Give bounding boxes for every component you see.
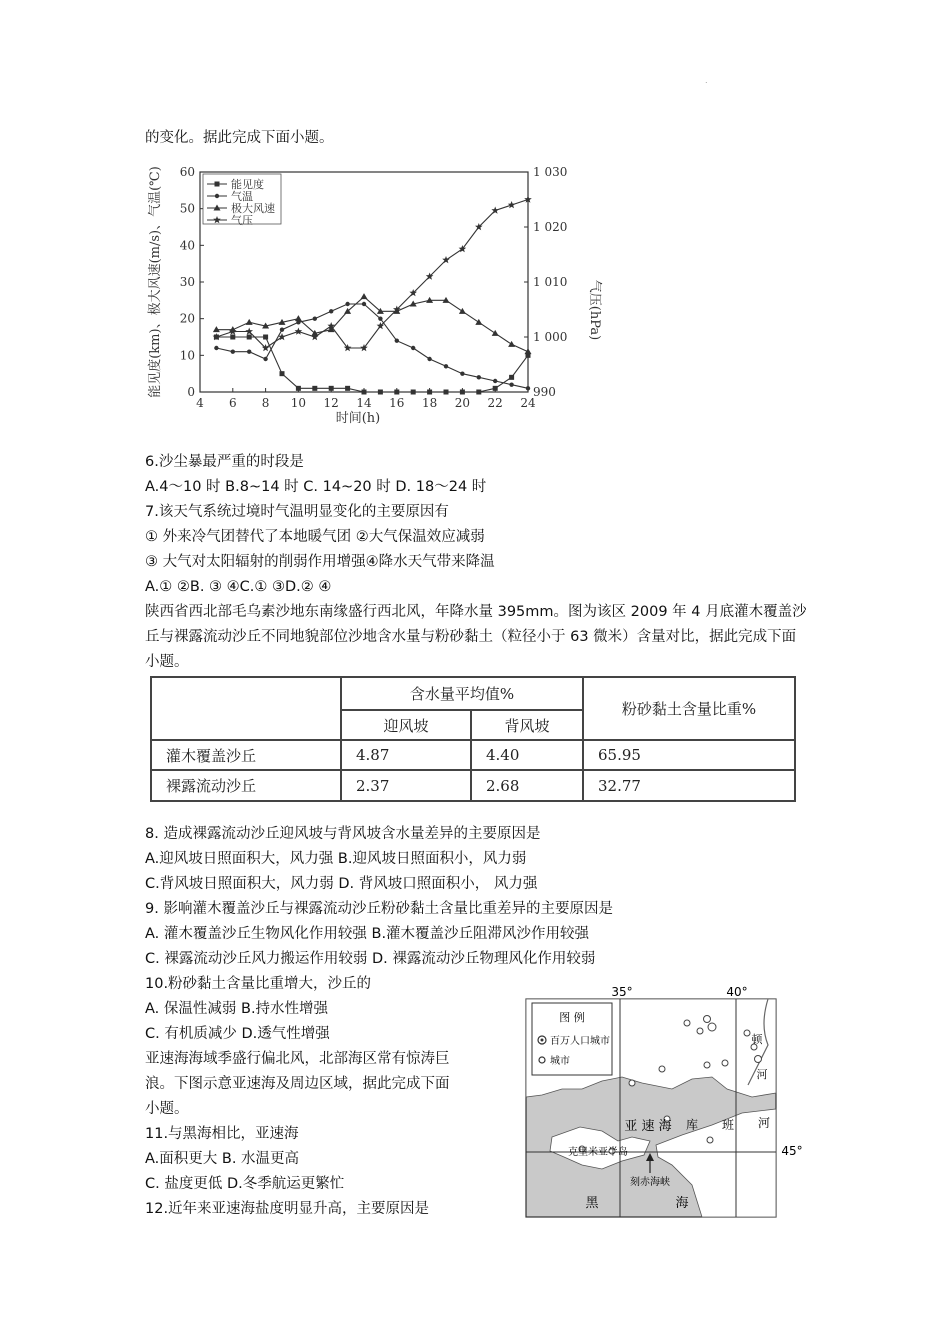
series-2-point [526, 386, 530, 390]
left-tick-label: 60 [179, 165, 195, 179]
kuban-char1: 库 [685, 1118, 699, 1132]
series-2-point [477, 375, 481, 379]
right-tick-label: 1 030 [533, 165, 568, 179]
lon-40-label: 40° [726, 985, 748, 999]
q6-options: A.4～10 时 B.8~14 时 C. 14~20 时 D. 18～24 时 [145, 479, 487, 495]
series-2-point [345, 302, 349, 306]
black-sea-char1: 黑 [585, 1196, 599, 1211]
series-2-point [444, 364, 448, 368]
th-moisture-group: 含水量平均值% [341, 677, 583, 710]
series-2-point [214, 346, 218, 350]
x-tick-label: 16 [389, 396, 405, 410]
x-tick-label: 8 [261, 396, 270, 410]
series-2-point [329, 309, 333, 313]
q10-opt-cd: C. 有机质减少 D.透气性增强 [145, 1026, 330, 1042]
series-2-point [378, 316, 382, 320]
series-4-point [295, 328, 303, 335]
q8-opt-ab: A.迎风坡日照面积大，风力强 B.迎风坡日照面积小，风力弱 [145, 851, 527, 867]
legend-marker [215, 194, 219, 198]
right-axis-label: 气压(hPa) [587, 279, 602, 341]
legend-label: 能见度 [231, 178, 264, 191]
series-1-point [329, 386, 334, 391]
right-tick-label: 990 [533, 385, 556, 399]
x-tick-label: 20 [454, 396, 471, 410]
cell-leeward: 4.40 [471, 740, 583, 770]
series-1-point [247, 335, 252, 340]
series-group [213, 196, 532, 395]
q7-item2: ③ 大气对太阳辐射的削弱作用增强④降水天气带来降温 [145, 554, 495, 570]
crimea-label: 克里米亚半岛 [568, 1147, 628, 1158]
intro-line: 的变化。据此完成下面小题。 [145, 130, 334, 146]
series-4-point [311, 333, 319, 340]
don-char: 顿 [751, 1033, 763, 1046]
series-2-point [313, 316, 317, 320]
th-silt: 粉砂黏土含量比重% [583, 677, 795, 740]
kuban-char2: 班 [721, 1118, 735, 1132]
series-1-point [263, 335, 268, 340]
q7-stem: 7.该天气系统过境时气温明显变化的主要原因有 [145, 504, 449, 520]
series-2-point [509, 382, 513, 386]
legend-big-city: 百万人口城市 [550, 1036, 610, 1047]
q9-opt-cd: C. 裸露流动沙丘风力搬运作用较弱 D. 裸露流动沙丘物理风化作用较弱 [145, 951, 596, 967]
series-2-point [231, 349, 235, 353]
left-axis-label: 能见度(km)、极大风速(m/s)、气温(℃) [148, 166, 163, 398]
right-tick-label: 1 020 [533, 220, 568, 234]
series-1-point [411, 390, 416, 395]
left-tick-label: 30 [179, 275, 195, 289]
x-tick-label: 22 [487, 396, 503, 410]
series-3-point [361, 293, 368, 299]
right-tick-label: 1 010 [533, 275, 568, 289]
series-1-point [296, 386, 301, 391]
x-tick-label: 18 [421, 396, 438, 410]
series-1-point [312, 386, 317, 391]
series-1-point [378, 390, 383, 395]
series-1-point [362, 390, 367, 395]
x-axis-label: 时间(h) [335, 411, 381, 426]
cell-windward: 4.87 [341, 740, 471, 770]
series-2-point [395, 338, 399, 342]
table-row [151, 740, 795, 770]
lat-45-label: 45° [781, 1144, 803, 1158]
sand-dune-table [150, 676, 796, 802]
series-3-point [459, 308, 466, 314]
weather-line-chart [143, 160, 613, 430]
table-corner [151, 677, 341, 740]
left-tick-label: 50 [179, 201, 195, 216]
left-tick-label: 40 [179, 238, 195, 253]
passage-azov-line1: 亚速海海域季盛行偏北风，北部海区常有惊涛巨 [145, 1051, 450, 1067]
passage-desert: 陕西省西北部毛乌素沙地东南缘盛行西北风，年降水量 395mm。图为该区 2009 年 4 月底灌木覆盖沙丘与裸露流动沙丘不同地貌部位沙地含水量与粉砂黏土（粒径小于 63 微米）含量对比，据此完成下面小题。 [145, 604, 807, 670]
series-2-point [427, 357, 431, 361]
q7-options: A.① ②B. ③ ④C.① ③D.② ④ [145, 579, 332, 595]
q9-stem: 9. 影响灌木覆盖沙丘与裸露流动沙丘粉砂黏土含量比重差异的主要原因是 [145, 901, 613, 917]
x-tick-label: 6 [228, 396, 237, 410]
series-2-point [411, 346, 415, 350]
series-3-point [508, 341, 515, 347]
row-name: 灌木覆盖沙丘 [151, 740, 341, 770]
q6-stem: 6.沙尘暴最严重的时段是 [145, 454, 304, 470]
series-2-point [362, 302, 366, 306]
series-2-point [493, 379, 497, 383]
series-2-point [460, 371, 464, 375]
series-1-point [444, 390, 449, 395]
series-1-point [460, 390, 465, 395]
q12-stem: 12.近年来亚速海盐度明显升高，主要原因是 [145, 1201, 430, 1217]
q7-item1: ① 外来冷气团替代了本地暖气团 ②大气保温效应减弱 [145, 529, 485, 545]
series-1-point [476, 390, 481, 395]
x-tick-label: 24 [520, 396, 536, 410]
cell-silt: 32.77 [583, 770, 795, 801]
q9-opt-ab: A. 灌木覆盖沙丘生物风化作用较强 B.灌木覆盖沙丘阻滞风沙作用较强 [145, 926, 590, 942]
series-1-point [427, 390, 432, 395]
kuban-river-char: 河 [757, 1116, 771, 1130]
legend-label: 极大风速 [231, 202, 275, 215]
q11-stem: 11.与黑海相比，亚速海 [145, 1126, 299, 1142]
row-name: 裸露流动沙丘 [151, 770, 341, 801]
azov-sea-map [522, 985, 812, 1221]
x-tick-label: 4 [196, 396, 204, 410]
x-tick-label: 14 [356, 396, 372, 410]
left-tick-label: 20 [179, 311, 195, 326]
legend-city: 城市 [550, 1056, 570, 1067]
left-tick-label: 10 [179, 348, 195, 363]
cell-leeward: 2.68 [471, 770, 583, 801]
series-1-point [280, 371, 285, 376]
don-river-char: 河 [756, 1068, 768, 1081]
lon-35-label: 35° [611, 985, 633, 999]
th-leeward: 背风坡 [471, 710, 583, 740]
series-1-point [394, 390, 399, 395]
series-2-point [247, 349, 251, 353]
cell-silt: 65.95 [583, 740, 795, 770]
series-1-point [230, 335, 235, 340]
x-tick-label: 10 [290, 396, 307, 410]
legend [203, 174, 281, 227]
right-axis-ticks [524, 165, 567, 399]
q10-stem: 10.粉砂黏土含量比重增大，沙丘的 [145, 976, 372, 992]
legend-label: 气压 [231, 214, 253, 227]
series-3-point [295, 315, 302, 321]
left-tick-label: 0 [187, 385, 195, 399]
cell-windward: 2.37 [341, 770, 471, 801]
right-tick-label: 1 000 [533, 330, 568, 344]
series-2-point [280, 327, 284, 331]
q11-opt-ab: A.面积更大 B. 水温更高 [145, 1151, 300, 1167]
q10-opt-ab: A. 保温性减弱 B.持水性增强 [145, 1001, 329, 1017]
passage-azov-line2: 浪。下图示意亚速海及周边区域，据此完成下面 [145, 1076, 450, 1092]
legend-label: 气温 [231, 190, 253, 203]
q8-stem: 8. 造成裸露流动沙丘迎风坡与背风坡含水量差异的主要原因是 [145, 826, 541, 842]
legend-marker [215, 182, 220, 187]
series-3-point [246, 319, 253, 325]
series-1-point [345, 386, 350, 391]
q11-opt-cd: C. 盐度更低 D.冬季航运更繁忙 [145, 1176, 345, 1192]
passage-azov-line3: 小题。 [145, 1101, 189, 1117]
page-mark: . [705, 76, 708, 85]
legend-title: 图 例 [559, 1011, 585, 1024]
series-1-point [509, 375, 514, 380]
x-tick-label: 12 [323, 396, 339, 410]
table-row [151, 770, 795, 801]
q8-opt-cd: C.背风坡日照面积大，风力弱 D. 背风坡口照面积小， 风力强 [145, 876, 538, 892]
series-4-point [508, 201, 516, 208]
kerch-label: 刻赤海峡 [630, 1177, 670, 1188]
black-sea-char2: 海 [675, 1196, 689, 1211]
series-3-point [492, 330, 499, 336]
series-3-point [475, 319, 482, 325]
th-windward: 迎风坡 [341, 710, 471, 740]
series-2-point [263, 357, 267, 361]
series-1-point [493, 386, 498, 391]
sea-name: 亚 速 海 [624, 1119, 672, 1134]
